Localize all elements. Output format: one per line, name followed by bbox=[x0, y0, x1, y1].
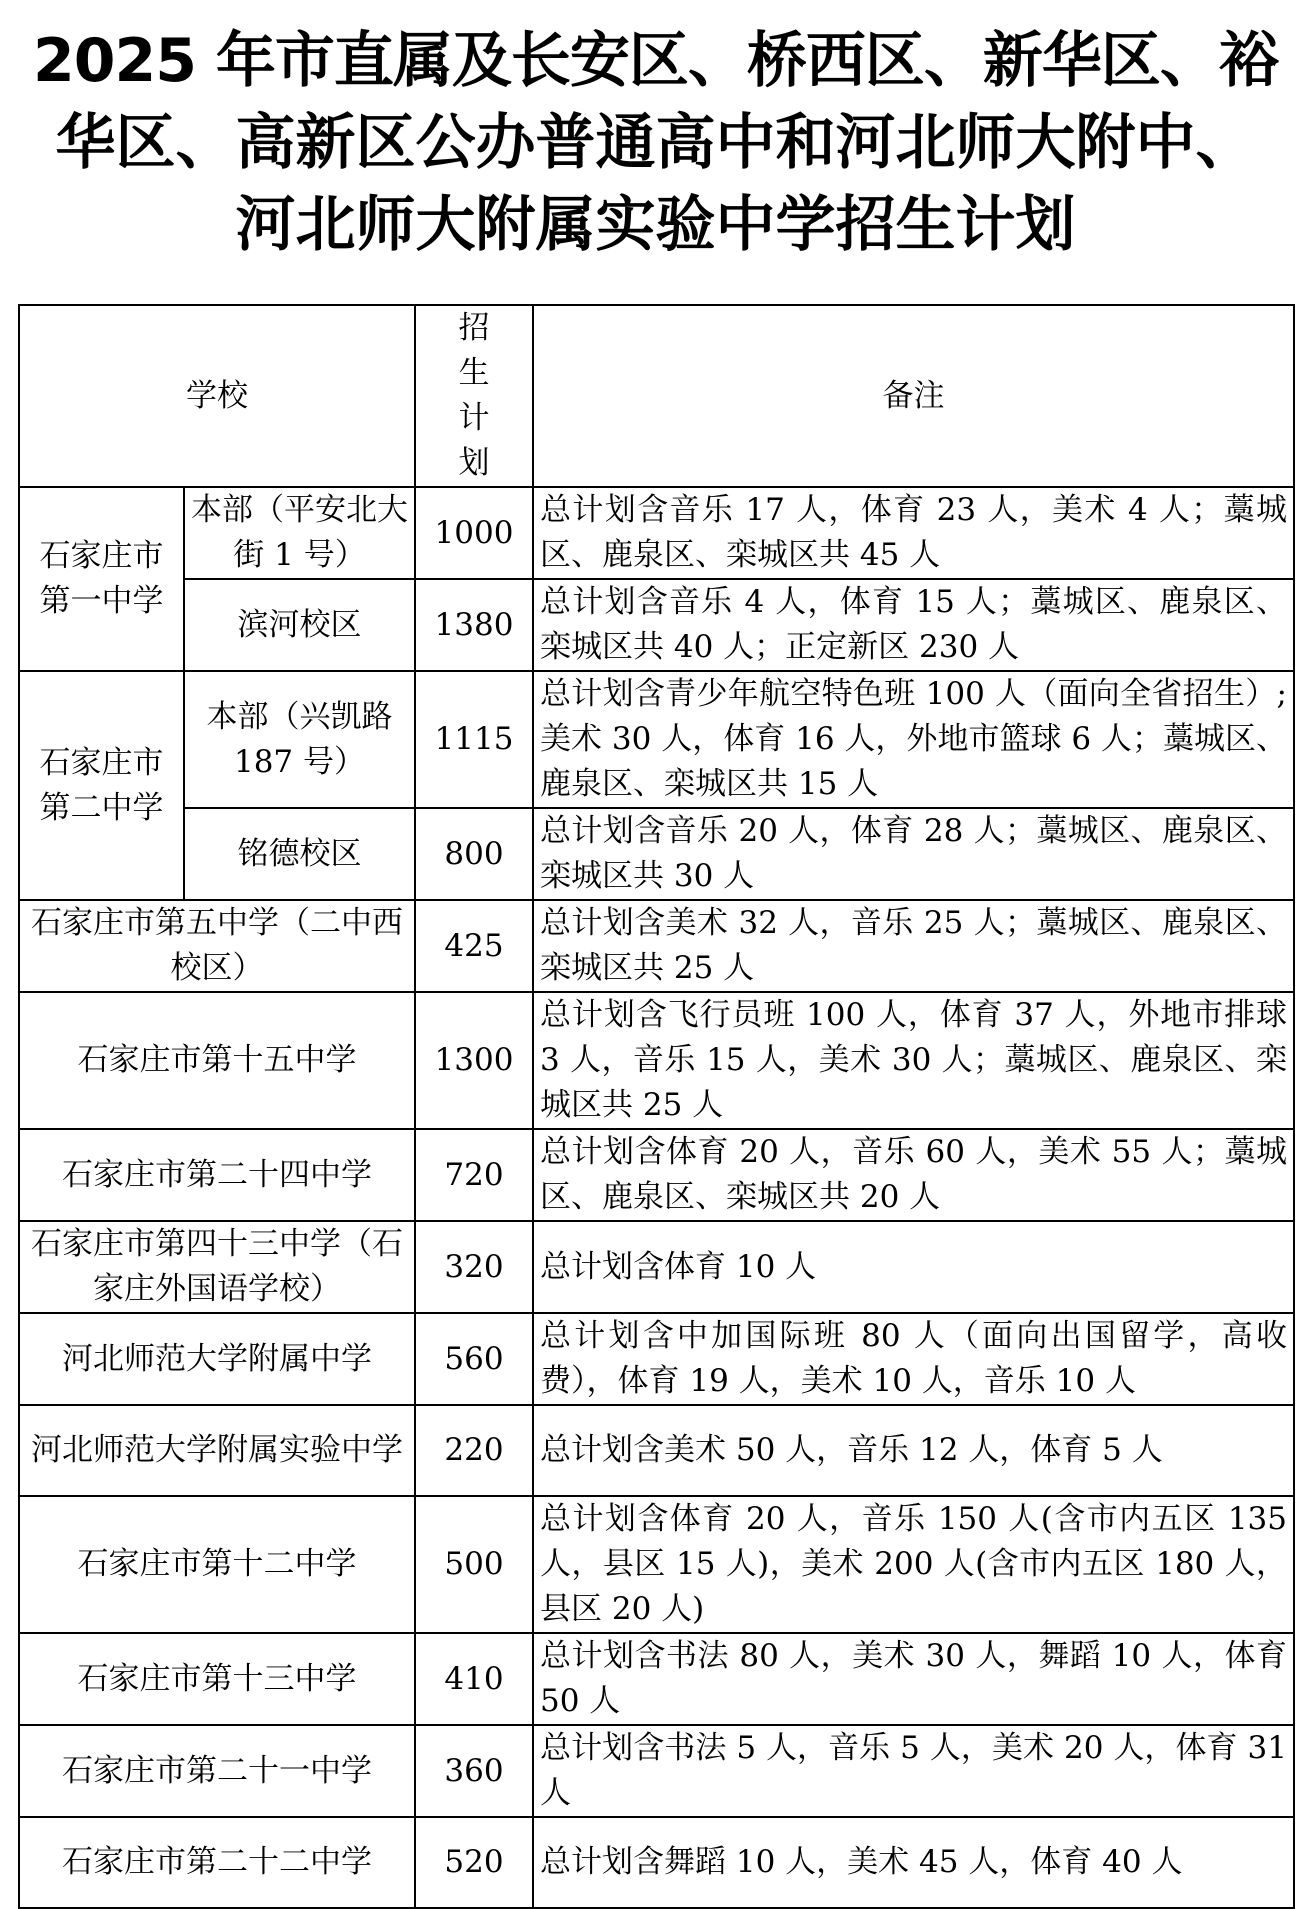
table-row bbox=[19, 487, 1294, 579]
campus-name: 滨河校区 bbox=[184, 579, 415, 671]
plan-count: 520 bbox=[415, 1817, 533, 1908]
note-text: 总计划含美术 32 人，音乐 25 人；藁城区、鹿泉区、栾城区共 25 人 bbox=[533, 900, 1294, 992]
school-name: 河北师范大学附属实验中学 bbox=[19, 1405, 415, 1496]
school-name: 石家庄市第二十二中学 bbox=[19, 1817, 415, 1908]
note-text: 总计划含书法 80 人，美术 30 人，舞蹈 10 人，体育 50 人 bbox=[533, 1633, 1294, 1725]
campus-name: 本部（兴凯路 187 号） bbox=[184, 671, 415, 808]
school-name: 石家庄市第十五中学 bbox=[19, 992, 415, 1129]
note-text: 总计划含体育 10 人 bbox=[533, 1221, 1294, 1313]
campus-name: 本部（平安北大街 1 号） bbox=[184, 487, 415, 579]
note-text: 总计划含中加国际班 80 人（面向出国留学，高收费），体育 19 人，美术 10 人，音乐 10 人 bbox=[533, 1313, 1294, 1405]
title-line-1: 2025 年市直属及长安区、桥西区、新华区、裕 bbox=[33, 26, 1278, 96]
table-row bbox=[19, 1633, 1294, 1725]
table-row bbox=[19, 1405, 1294, 1496]
plan-count: 720 bbox=[415, 1129, 533, 1221]
school-name: 河北师范大学附属中学 bbox=[19, 1313, 415, 1405]
plan-count: 1115 bbox=[415, 671, 533, 808]
header-plan bbox=[415, 305, 533, 487]
school-name: 石家庄市第二十四中学 bbox=[19, 1129, 415, 1221]
title-line-2: 华区、高新区公办普通高中和河北师大附中、 bbox=[55, 108, 1256, 178]
plan-count: 560 bbox=[415, 1313, 533, 1405]
note-text: 总计划含体育 20 人，音乐 60 人，美术 55 人；藁城区、鹿泉区、栾城区共 20 人 bbox=[533, 1129, 1294, 1221]
plan-count: 1000 bbox=[415, 487, 533, 579]
header-school: 学校 bbox=[19, 305, 415, 487]
table-row bbox=[19, 579, 1294, 671]
school-name: 石家庄市第一中学 bbox=[19, 487, 184, 671]
table-row bbox=[19, 671, 1294, 808]
school-name: 石家庄市第十二中学 bbox=[19, 1496, 415, 1633]
note-text: 总计划含音乐 4 人，体育 15 人；藁城区、鹿泉区、栾城区共 40 人；正定新区 230 人 bbox=[533, 579, 1294, 671]
table-row bbox=[19, 1817, 1294, 1908]
plan-count: 800 bbox=[415, 808, 533, 900]
plan-count: 410 bbox=[415, 1633, 533, 1725]
table-row bbox=[19, 900, 1294, 992]
school-name: 石家庄市第五中学（二中西校区） bbox=[19, 900, 415, 992]
table-row bbox=[19, 1496, 1294, 1633]
plan-count: 320 bbox=[415, 1221, 533, 1313]
school-name: 石家庄市第二中学 bbox=[19, 671, 184, 900]
enrollment-plan-table bbox=[18, 304, 1295, 1909]
note-text: 总计划含青少年航空特色班 100 人（面向全省招生）;美术 30 人，体育 16 人，外地市篮球 6 人；藁城区、鹿泉区、栾城区共 15 人 bbox=[533, 671, 1294, 808]
plan-count: 1300 bbox=[415, 992, 533, 1129]
plan-count: 425 bbox=[415, 900, 533, 992]
note-text: 总计划含音乐 20 人，体育 28 人；藁城区、鹿泉区、栾城区共 30 人 bbox=[533, 808, 1294, 900]
table-row bbox=[19, 1221, 1294, 1313]
plan-count: 360 bbox=[415, 1725, 533, 1817]
school-name: 石家庄市第四十三中学（石家庄外国语学校） bbox=[19, 1221, 415, 1313]
school-name: 石家庄市第十三中学 bbox=[19, 1633, 415, 1725]
note-text: 总计划含飞行员班 100 人，体育 37 人，外地市排球 3 人，音乐 15 人，美术 30 人；藁城区、鹿泉区、栾城区共 25 人 bbox=[533, 992, 1294, 1129]
header-row bbox=[19, 305, 1294, 487]
table-row bbox=[19, 1725, 1294, 1817]
document-title bbox=[20, 20, 1291, 266]
note-text: 总计划含音乐 17 人，体育 23 人，美术 4 人；藁城区、鹿泉区、栾城区共 45 人 bbox=[533, 487, 1294, 579]
note-text: 总计划含舞蹈 10 人，美术 45 人，体育 40 人 bbox=[533, 1817, 1294, 1908]
table-row bbox=[19, 1129, 1294, 1221]
header-note: 备注 bbox=[533, 305, 1294, 487]
plan-count: 220 bbox=[415, 1405, 533, 1496]
table-row bbox=[19, 1313, 1294, 1405]
table-row bbox=[19, 808, 1294, 900]
campus-name: 铭德校区 bbox=[184, 808, 415, 900]
plan-count: 500 bbox=[415, 1496, 533, 1633]
plan-count: 1380 bbox=[415, 579, 533, 671]
title-line-3: 河北师大附属实验中学招生计划 bbox=[235, 190, 1076, 260]
note-text: 总计划含书法 5 人，音乐 5 人，美术 20 人，体育 31 人 bbox=[533, 1725, 1294, 1817]
table-row bbox=[19, 992, 1294, 1129]
note-text: 总计划含美术 50 人，音乐 12 人，体育 5 人 bbox=[533, 1405, 1294, 1496]
header-plan-text: 招生计划 bbox=[458, 310, 490, 481]
note-text: 总计划含体育 20 人，音乐 150 人(含市内五区 135 人，县区 15 人)，美术 200 人(含市内五区 180 人，县区 20 人) bbox=[533, 1496, 1294, 1633]
school-name: 石家庄市第二十一中学 bbox=[19, 1725, 415, 1817]
